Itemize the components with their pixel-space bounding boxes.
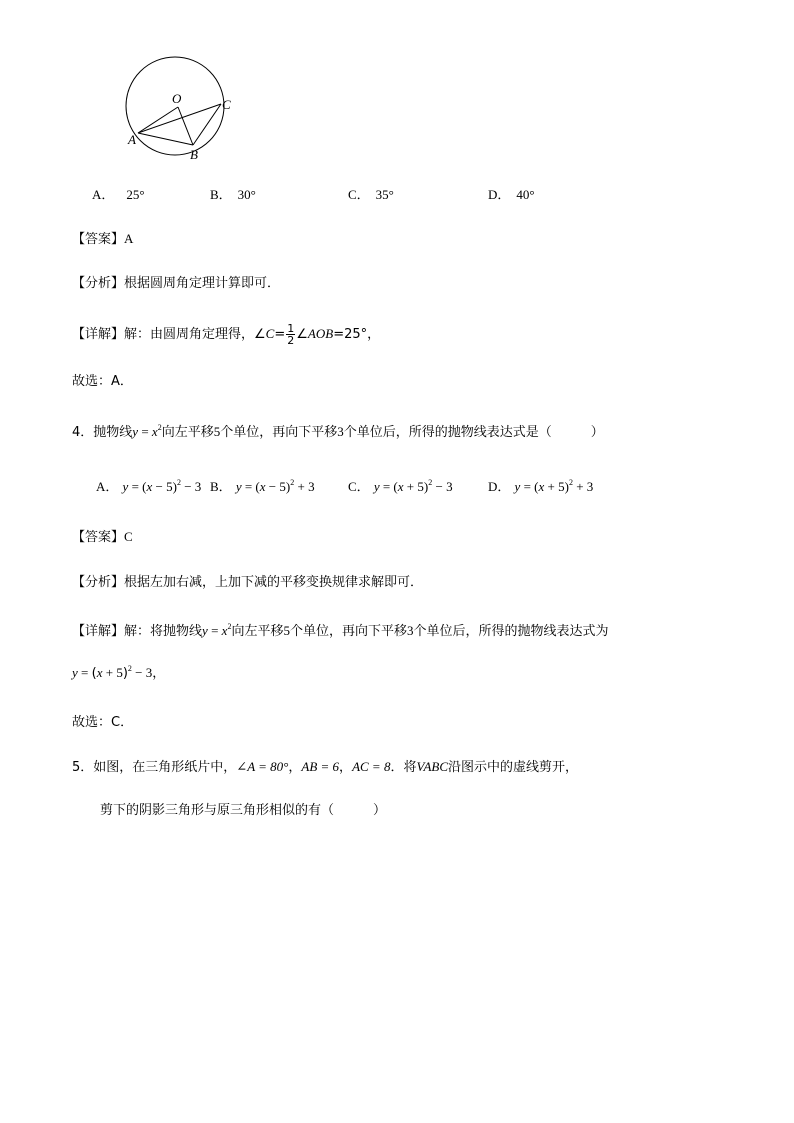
label-b: B [190, 147, 198, 162]
segment-bc [193, 104, 221, 145]
q3-option-d: D． 40° [488, 187, 535, 202]
q4-choose: 故选：C． [72, 715, 134, 730]
segment-oa [138, 107, 178, 133]
label-o: O [172, 91, 182, 106]
fraction-half: $\frac{1}{2}$ [287, 322, 295, 347]
segment-ab [138, 133, 193, 145]
label-a: A [128, 132, 136, 147]
segment-ac [138, 104, 221, 133]
q3-detail: 【详解】解：由圆周角定理得，∠C= $\frac{1}{2}$ ∠AOB=25°， [72, 322, 381, 347]
label-c: C [222, 97, 231, 112]
q3-choose: 故选：A． [72, 374, 133, 389]
q3-option-a: A． 25° [92, 187, 145, 202]
q5-line2: 剪下的阴影三角形与原三角形相似的有（ ） [100, 803, 387, 818]
q5-stem: 5．如图，在三角形纸片中，∠A = 80°，AB = 6，AC = 8．将VABC沿图示中的虚线剪开， [72, 759, 579, 775]
segment-ob [178, 107, 193, 145]
q4-option-d: D． $y = (x + 5)^2 + 3$ [488, 478, 594, 494]
q4-option-a: A． $y = (x - 5)^2 - 3$ [96, 478, 202, 494]
q3-answer: 【答案】A [72, 231, 134, 247]
q3-option-b: B． 30° [210, 187, 256, 202]
q4-option-b: B． $y = (x - 5)^2 + 3$ [210, 478, 315, 494]
q4-answer: 【答案】C [72, 529, 133, 545]
q4-detail: 【详解】解：将抛物线$y = x^2$向左平移5个单位，再向下平移3个单位后，所得的抛物线表达式为 [72, 622, 609, 639]
q4-analysis: 【分析】根据左加右减，上加下减的平移变换规律求解即可． [72, 575, 424, 590]
q4-stem: 4．抛物线$y = x^2$向左平移5个单位，再向下平移3个单位后，所得的抛物线表达式是（ ） [72, 423, 604, 440]
circle-figure [118, 52, 248, 166]
answer-tag: 【答案】 [72, 232, 125, 247]
circle [126, 57, 224, 155]
q4-option-c: C． $y = (x + 5)^2 - 3$ [348, 478, 453, 494]
q3-option-c: C． 35° [348, 187, 394, 202]
q3-analysis: 【分析】根据圆周角定理计算即可． [72, 276, 281, 291]
q4-result: $y = (x + 5)^2 - 3$， [72, 664, 166, 681]
